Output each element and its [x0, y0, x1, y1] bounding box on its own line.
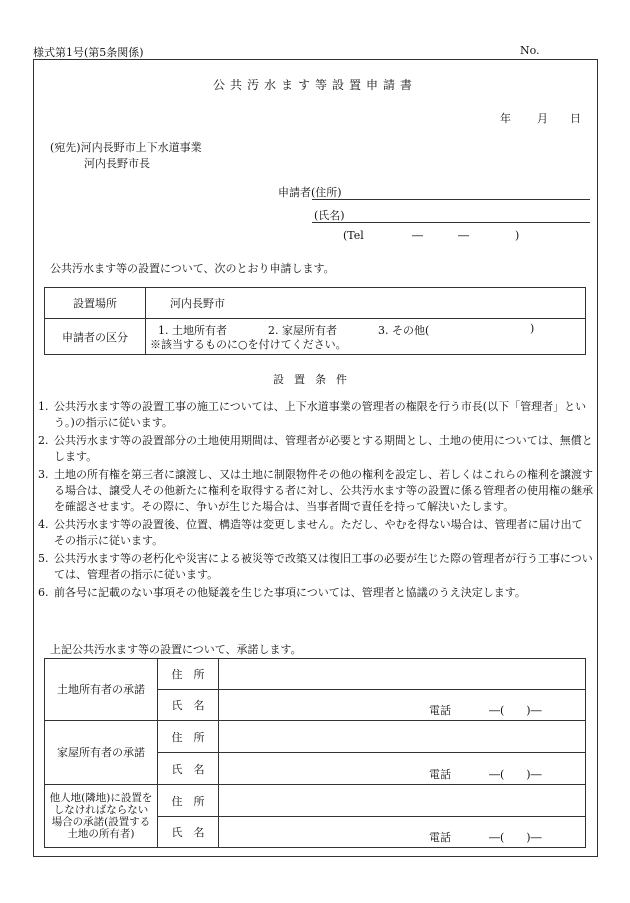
applicant-address-label: 申請者(住所)	[278, 186, 342, 199]
conditions-list	[38, 399, 593, 603]
location-value[interactable]: 河内長野市	[146, 288, 586, 319]
form-title: 公共汚水ます等設置申請書	[212, 78, 417, 92]
application-intro: 公共汚水ます等の設置について、次のとおり申請します。	[50, 262, 335, 275]
condition-number: 5.	[38, 552, 49, 565]
phone-label: 電話	[429, 704, 451, 717]
condition-text: 土地の所有権を第三者に譲渡し、又は土地に制限物件その他の権利を設定し、若しくはこれらの権利を譲渡する場合は、譲受人その他新たに権利を取得する者に対し、公共汚水ます等の設置に係る管理者の使用権の継承を確認させます。その際に、争いが生じた場合は、当事者間で責任を持って解決いたします。	[54, 468, 593, 513]
condition-item	[38, 517, 593, 549]
applicant-address-line[interactable]	[312, 199, 590, 200]
condition-item	[38, 399, 593, 431]
form-number-label: 様式第1号(第5条関係)	[33, 46, 144, 59]
phone-format: ―( )―	[489, 768, 542, 781]
date-year: 年	[500, 112, 511, 125]
name-label: 氏 名	[158, 690, 219, 721]
applicant-name-label: (氏名)	[314, 209, 345, 222]
address-label: 住 所	[158, 785, 219, 817]
name-label: 氏 名	[158, 817, 219, 848]
addressee-line1: (宛先)河内長野市上下水道事業	[50, 141, 202, 154]
condition-number: 2.	[38, 434, 49, 447]
address-label: 住 所	[158, 659, 219, 690]
date-month: 月	[537, 112, 548, 125]
category-note: ※該当するものに○を付けてください。	[150, 337, 347, 351]
option-other[interactable]: 3. その他(	[378, 323, 430, 337]
condition-item	[38, 551, 593, 583]
option-other-close: )	[530, 321, 535, 335]
neighbor-land-consent-label: 他人地(隣地)に設置をしなければならない場合の承諾(設置する土地の所有者)	[45, 785, 158, 848]
phone-format: ―( )―	[489, 704, 542, 717]
application-info-table	[44, 287, 586, 355]
applicant-tel-dash1: ―	[412, 229, 423, 242]
house-owner-name-field[interactable]	[219, 753, 586, 785]
applicant-tel-dash2: ―	[458, 229, 469, 242]
condition-item	[38, 467, 593, 515]
condition-number: 4.	[38, 518, 49, 531]
condition-text: 公共汚水ます等の設置後、位置、構造等は変更しません。ただし、やむを得ない場合は、管理者に届け出てその指示に従います。	[54, 518, 583, 547]
condition-number: 3.	[38, 468, 49, 481]
date-day: 日	[570, 112, 581, 125]
condition-text: 公共汚水ます等の設置工事の施工については、上下水道事業の管理者の権限を行う市長(以下「管理者」という。)の指示に従います。	[54, 400, 587, 429]
applicant-name-line[interactable]	[312, 222, 590, 223]
phone-label: 電話	[429, 831, 451, 844]
land-owner-name-field[interactable]	[219, 690, 586, 721]
name-label: 氏 名	[158, 753, 219, 785]
category-label: 申請者の区分	[45, 319, 146, 355]
neighbor-land-address-field[interactable]	[219, 785, 586, 817]
condition-text: 公共汚水ます等の設置部分の土地使用期間は、管理者が必要とする期間とし、土地の使用については、無償とします。	[54, 434, 593, 463]
house-owner-address-field[interactable]	[219, 721, 586, 753]
condition-text: 前各号に記載のない事項その他疑義を生じた事項については、管理者と協議のうえ決定します。	[54, 586, 526, 599]
applicant-tel-open: (Tel	[343, 229, 364, 242]
condition-number: 6.	[38, 586, 49, 599]
consent-table	[44, 658, 586, 848]
document-no-label: No.	[520, 44, 540, 57]
option-house-owner[interactable]: 2. 家屋所有者	[268, 323, 337, 337]
location-label: 設置場所	[45, 288, 146, 319]
addressee-line2: 河内長野市長	[84, 157, 150, 170]
phone-format: ―( )―	[489, 831, 542, 844]
applicant-tel-close: )	[515, 229, 520, 242]
condition-item	[38, 433, 593, 465]
conditions-heading: 設置条件	[273, 373, 357, 386]
address-label: 住 所	[158, 721, 219, 753]
category-options	[146, 319, 586, 355]
consent-intro: 上記公共汚水ます等の設置について、承諾します。	[50, 643, 302, 656]
condition-number: 1.	[38, 400, 49, 413]
phone-label: 電話	[429, 768, 451, 781]
land-owner-consent-label: 土地所有者の承諾	[45, 659, 158, 721]
option-land-owner[interactable]: 1. 土地所有者	[158, 323, 227, 337]
condition-item	[38, 585, 593, 601]
condition-text: 公共汚水ます等の老朽化や災害による被災等で改築又は復旧工事の必要が生じた際の管理者が行う工事については、管理者の指示に従います。	[54, 552, 593, 581]
house-owner-consent-label: 家屋所有者の承諾	[45, 721, 158, 785]
land-owner-address-field[interactable]	[219, 659, 586, 690]
neighbor-land-name-field[interactable]	[219, 817, 586, 848]
